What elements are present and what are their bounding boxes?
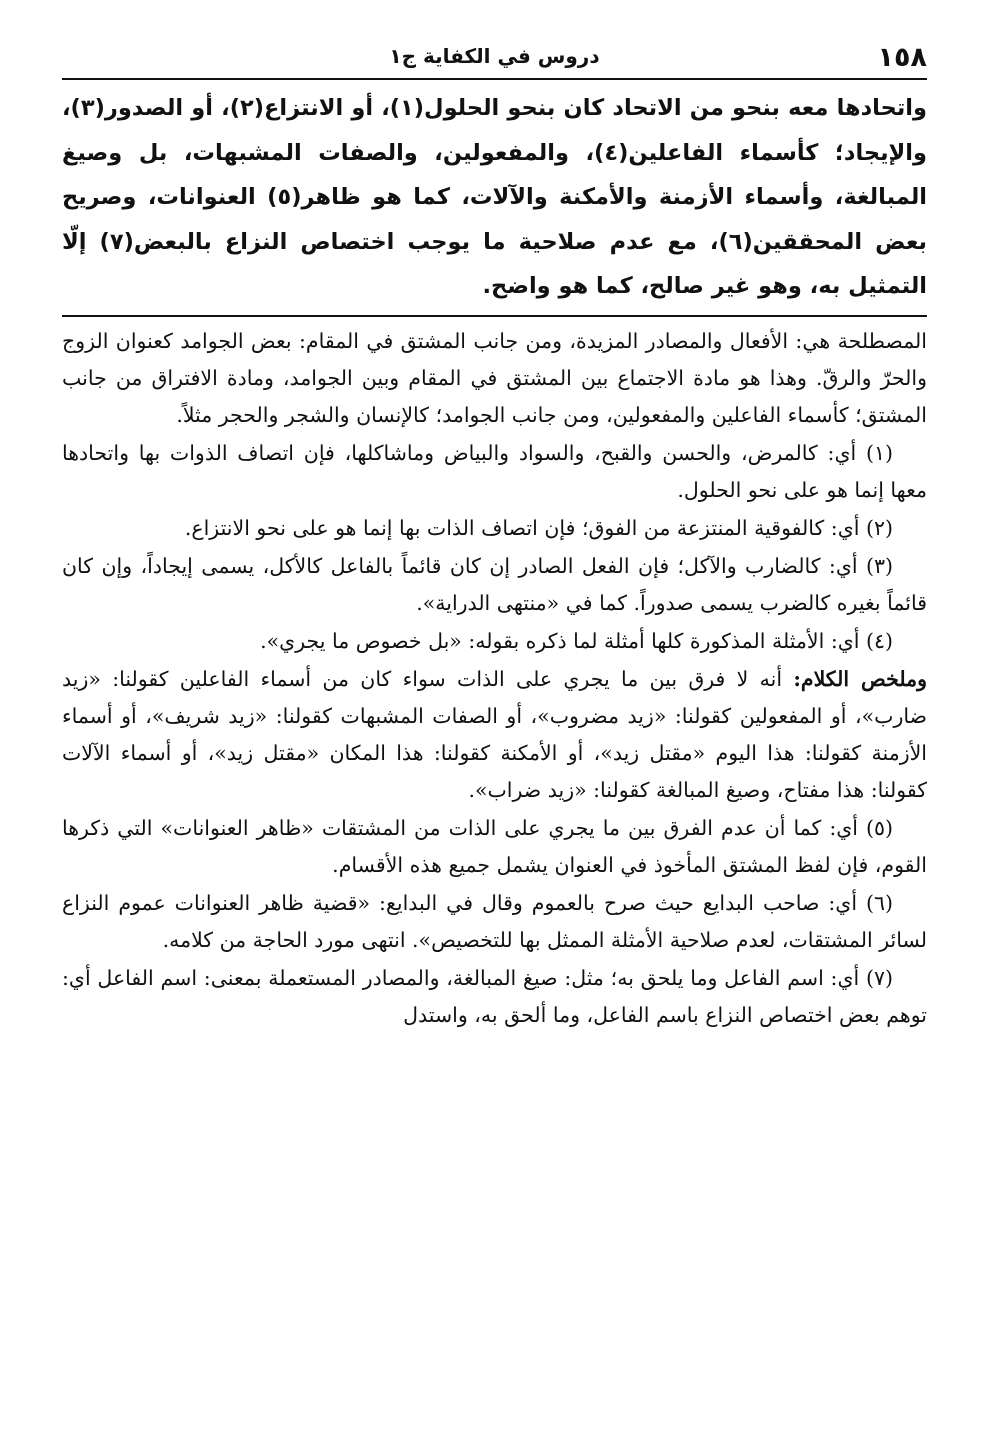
book-page: [62, 30, 927, 1434]
summary-text: أنه لا فرق بين ما يجري على الذات سواء كان من أسماء الفاعلين كقولنا: «زيد ضارب»، أو المفعولين كقولنا: «زيد مضروب»، أو الصفات المشبهات كقولنا: «زيد شريف»، أو أسماء الأزمنة كقولنا: هذا اليوم «مقتل زيد»، أو الأمكنة كقولنا: هذا المكان «مقتل زيد»، أو أسماء الآلات كقولنا: هذا مفتاح، وصيغ المبالغة كقولنا: «زيد ضراب».: [62, 666, 927, 802]
footnote-3: (٣) أي: كالضارب والآكل؛ فإن الفعل الصادر إن كان قائماً بالفاعل كالأكل، يسمى إيجاداً، وإن كان قائماً بغيره كالضرب يسمى صدوراً. كما في «منتهى الدراية».: [62, 553, 927, 615]
summary-paragraph: [62, 661, 927, 809]
running-header: [62, 30, 927, 80]
footnote-4: (٤) أي: الأمثلة المذكورة كلها أمثلة لما ذكره بقوله: «بل خصوص ما يجري».: [260, 628, 893, 653]
main-paragraph: واتحادها معه بنحو من الاتحاد كان بنحو الحلول(١)، أو الانتزاع(٢)، أو الصدور(٣)، والإيجاد؛ كأسماء الفاعلين(٤)، والمفعولين، والصفات المشبهات، بل وصيغ المبالغة، وأسماء الأزمنة والأمكنة والآلات، كما هو ظاهر(٥) العنوانات، وصريح بعض المحققين(٦)، مع عدم صلاحية ما يوجب اختصاص النزاع بالبعض(٧) إلّا التمثيل به، وهو غير صالح، كما هو واضح.: [62, 95, 928, 299]
footnotes: [62, 323, 927, 1034]
footnote-continuation: المصطلحة هي: الأفعال والمصادر المزيدة، ومن جانب المشتق في المقام: بعض الجوامد كعنوان الزوج والحرّ والرقّ. وهذا هو مادة الاجتماع بين المشتق في المقام وبين الجوامد، ومادة الافتراق من جانب المشتق؛ كأسماء الفاعلين والمفعولين، ومن جانب الجوامد؛ كالإنسان والشجر والحجر مثلاً.: [62, 328, 927, 427]
footnote-2: (٢) أي: كالفوقية المنتزعة من الفوق؛ فإن اتصاف الذات بها إنما هو على نحو الانتزاع.: [184, 515, 893, 540]
footnote-divider: [62, 315, 927, 317]
summary-label: وملخص الكلام:: [793, 666, 927, 691]
book-title: دروس في الكفاية ج١: [389, 44, 600, 68]
footnote-7: (٧) أي: اسم الفاعل وما يلحق به؛ مثل: صيغ المبالغة، والمصادر المستعملة بمعنى: اسم الفاعل أي: توهم بعض اختصاص النزاع باسم الفاعل، وما ألحق به، واستدل: [62, 965, 927, 1027]
footnote-6: (٦) أي: صاحب البدايع حيث صرح بالعموم وقال في البدايع: «قضية ظاهر العنوانات عموم النزاع لسائر المشتقات، لعدم صلاحية الأمثلة الممثل بها للتخصيص». انتهى مورد الحاجة من كلامه.: [62, 890, 927, 952]
footnote-5: (٥) أي: كما أن عدم الفرق بين ما يجري على الذات من المشتقات «ظاهر العنوانات» التي ذكرها القوم، فإن لفظ المشتق المأخوذ في العنوان يشمل جميع هذه الأقسام.: [62, 815, 927, 877]
page-number: ١٥٨: [877, 42, 927, 73]
footnote-1: (١) أي: كالمرض، والحسن والقبح، والسواد والبياض وماشاكلها، فإن اتصاف الذوات بها واتحادها معها إنما هو على نحو الحلول.: [62, 440, 927, 502]
